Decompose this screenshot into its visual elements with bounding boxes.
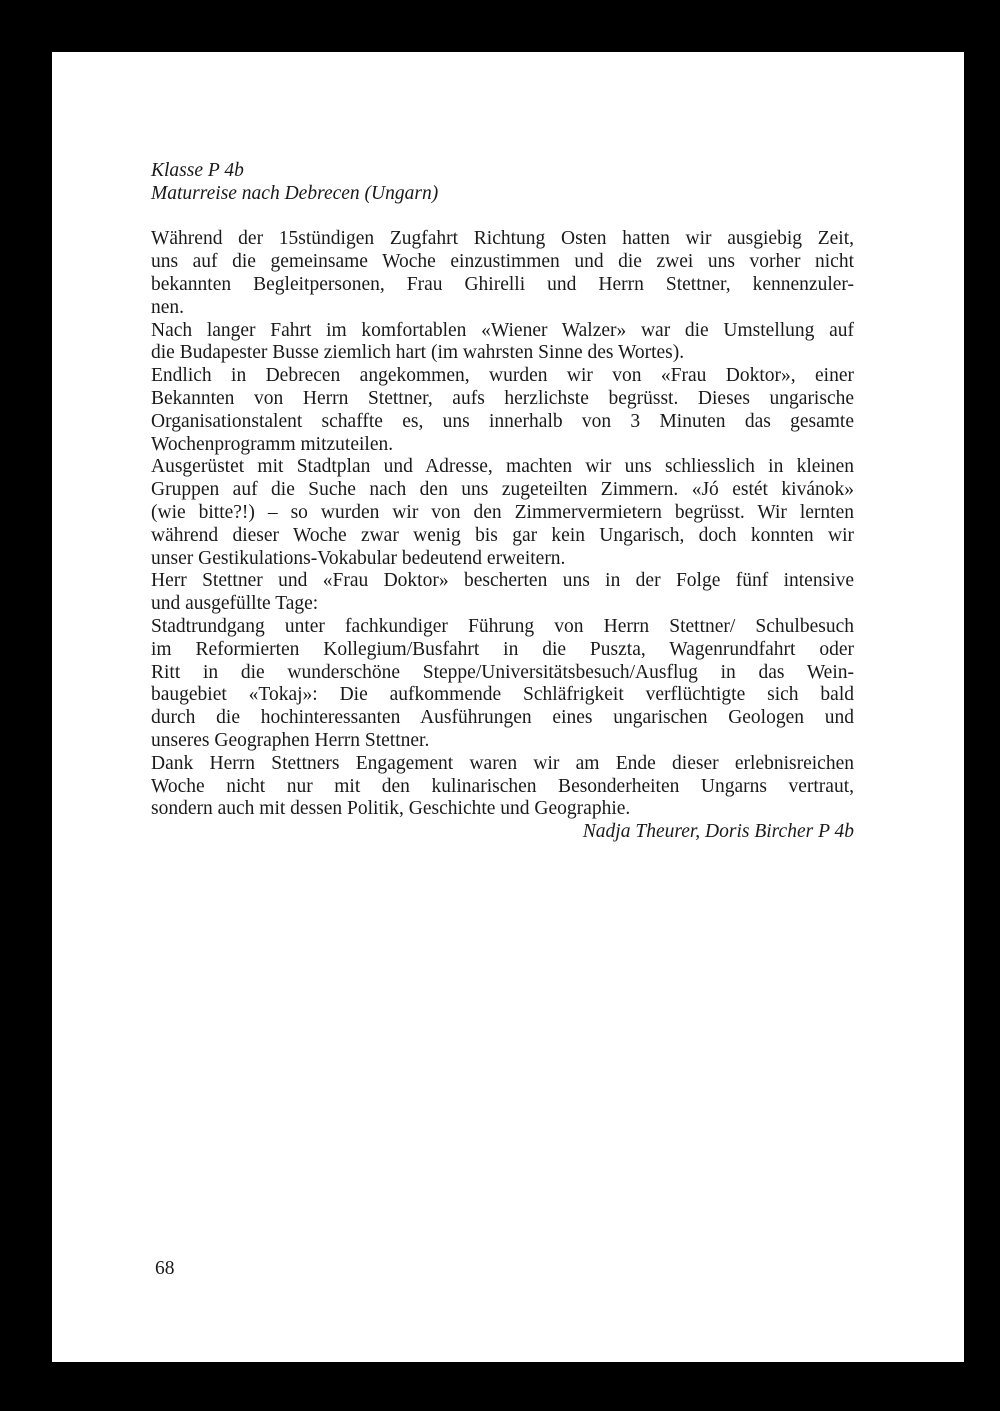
body-line: Herr Stettner und «Frau Doktor» bescherten uns in der Folge fünf intensive [151, 570, 854, 592]
body-line: im Reformierten Kollegium/Busfahrt in die Puszta, Wagenrundfahrt oder [151, 638, 854, 660]
body-line: Endlich in Debrecen angekommen, wurden wir von «Frau Doktor», einer [151, 365, 854, 387]
body-line: Woche nicht nur mit den kulinarischen Besonderheiten Ungarns vertraut, [151, 775, 854, 797]
body-line: Stadtrundgang unter fachkundiger Führung von Herrn Stettner/ Schulbesuch [151, 615, 854, 637]
article-body [151, 228, 854, 821]
body-line: uns auf die gemeinsame Woche einzustimmen und die zwei uns vorher nicht [151, 251, 854, 273]
body-line: Dank Herrn Stettners Engagement waren wir am Ende dieser erlebnisreichen [151, 752, 854, 774]
body-line: Ritt in die wunderschöne Steppe/Universitätsbesuch/Ausflug in das Wein- [151, 661, 854, 683]
article [151, 160, 854, 844]
body-line: baugebiet «Tokaj»: Die aufkommende Schläfrigkeit verflüchtigte sich bald [151, 684, 854, 706]
body-line: durch die hochinteressanten Ausführungen eines ungarischen Geologen und [151, 707, 854, 729]
heading-spacer [151, 206, 854, 229]
body-line: Ausgerüstet mit Stadtplan und Adresse, machten wir uns schliesslich in kleinen [151, 456, 854, 478]
body-line: (wie bitte?!) – so wurden wir von den Zimmervermietern begrüsst. Wir lernten [151, 501, 854, 523]
author-signature: Nadja Theurer, Doris Bircher P 4b [582, 821, 854, 843]
body-line: bekannten Begleitpersonen, Frau Ghirelli und Herrn Stettner, kennenzuler- [151, 273, 854, 295]
class-heading: Klasse P 4b [151, 160, 244, 181]
page-number: 68 [155, 1258, 175, 1279]
body-line: Während der 15stündigen Zugfahrt Richtung Osten hatten wir ausgiebig Zeit, [151, 228, 854, 250]
body-line: und ausgefüllte Tage: [151, 593, 319, 615]
body-line: unseres Geographen Herrn Stettner. [151, 729, 430, 751]
body-line: nen. [151, 296, 185, 318]
body-line: Nach langer Fahrt im komfortablen «Wiener Walzer» war die Umstellung auf [151, 319, 854, 341]
body-line: während dieser Woche zwar wenig bis gar kein Ungarisch, doch konnten wir [151, 524, 854, 546]
body-line: Bekannten von Herrn Stettner, aufs herzlichste begrüsst. Dieses ungarische [151, 387, 854, 409]
body-line: unser Gestikulations-Vokabular bedeutend erweitern. [151, 547, 566, 569]
body-line: sondern auch mit dessen Politik, Geschichte und Geographie. [151, 798, 631, 820]
body-line: die Budapester Busse ziemlich hart (im wahrsten Sinne des Wortes). [151, 342, 685, 364]
document-page [52, 52, 964, 1362]
body-line: Organisationstalent schaffte es, uns innerhalb von 3 Minuten das gesamte [151, 410, 854, 432]
article-title: Maturreise nach Debrecen (Ungarn) [151, 182, 439, 204]
body-line: Wochenprogramm mitzuteilen. [151, 433, 394, 455]
body-line: Gruppen auf die Suche nach den uns zugeteilten Zimmern. «Jó estét kivánok» [151, 479, 854, 501]
